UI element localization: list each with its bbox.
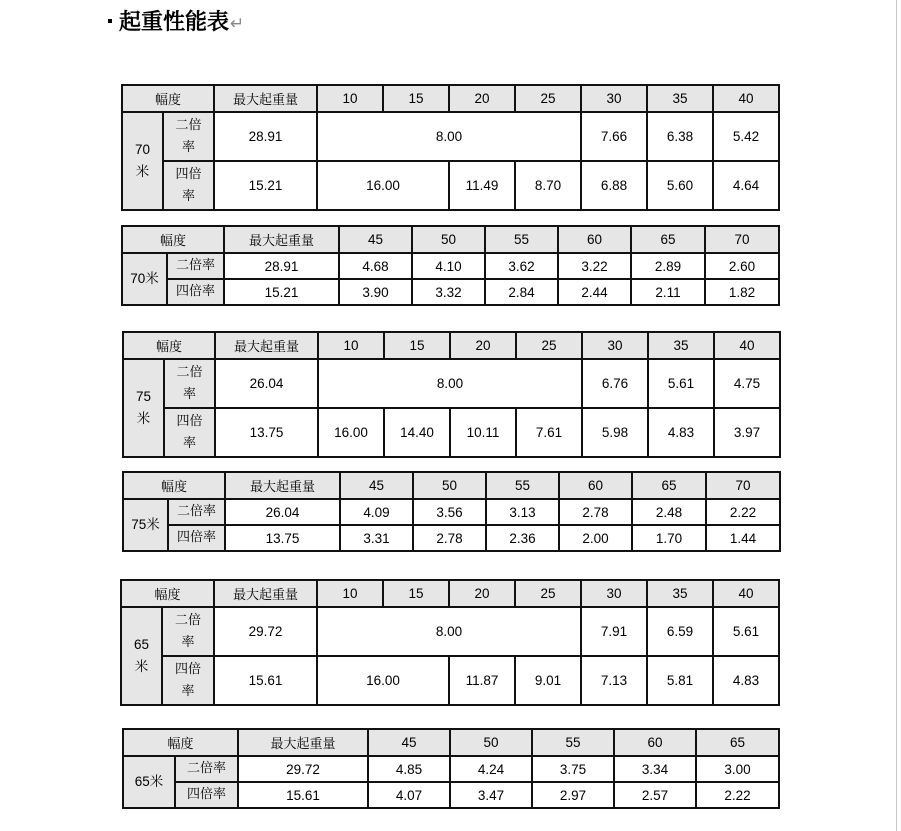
max-load-header: 最大起重量 bbox=[214, 580, 317, 607]
distance-header: 50 bbox=[413, 472, 486, 499]
load-value: 10.11 bbox=[450, 408, 516, 457]
quad-max-load: 15.61 bbox=[214, 656, 317, 705]
distance-header: 60 bbox=[558, 226, 631, 253]
load-value: 2.11 bbox=[631, 279, 705, 305]
load-value: 7.13 bbox=[581, 656, 647, 705]
load-value: 7.91 bbox=[581, 607, 647, 656]
double-max-load: 28.91 bbox=[224, 253, 339, 279]
amplitude-header: 幅度 bbox=[123, 472, 225, 499]
boom-length-number: 65 bbox=[133, 637, 150, 652]
load-value: 3.62 bbox=[485, 253, 558, 279]
load-value: 5.81 bbox=[647, 656, 713, 705]
double-rate-label bbox=[163, 112, 214, 161]
distance-header: 55 bbox=[485, 226, 558, 253]
load-value: 5.61 bbox=[648, 359, 714, 408]
load-value: 6.38 bbox=[647, 112, 713, 161]
quad-max-load: 15.21 bbox=[214, 161, 317, 210]
load-value: 11.87 bbox=[449, 656, 515, 705]
distance-header: 50 bbox=[412, 226, 485, 253]
load-value: 4.75 bbox=[714, 359, 780, 408]
quad-rate-label-line1: 四倍 bbox=[175, 166, 202, 182]
double-max-load: 26.04 bbox=[225, 499, 340, 525]
boom-length-unit: 米 bbox=[136, 411, 151, 426]
load-value: 5.98 bbox=[582, 408, 648, 457]
double-rate-label-line2: 率 bbox=[183, 386, 197, 402]
distance-header: 45 bbox=[368, 729, 450, 756]
load-value: 2.00 bbox=[559, 525, 632, 551]
double-rate-label bbox=[162, 607, 214, 656]
load-value: 16.00 bbox=[318, 408, 384, 457]
bullet-icon bbox=[108, 19, 112, 23]
max-load-header: 最大起重量 bbox=[224, 226, 339, 253]
double-rate-label bbox=[164, 359, 215, 408]
max-load-header: 最大起重量 bbox=[238, 729, 368, 756]
amplitude-header: 幅度 bbox=[121, 580, 214, 607]
quad-rate-label bbox=[164, 408, 215, 457]
double-rate-label-line2: 率 bbox=[181, 634, 195, 650]
distance-header: 55 bbox=[532, 729, 614, 756]
load-value: 8.70 bbox=[515, 161, 581, 210]
load-value: 3.90 bbox=[339, 279, 412, 305]
distance-header: 20 bbox=[449, 580, 515, 607]
boom-length-cell: 75米 bbox=[123, 499, 168, 551]
load-value: 3.13 bbox=[486, 499, 559, 525]
max-load-header: 最大起重量 bbox=[215, 332, 318, 359]
distance-header: 45 bbox=[340, 472, 413, 499]
double-rate-label-line1: 二倍 bbox=[176, 364, 203, 380]
quad-merged-value: 16.00 bbox=[317, 656, 449, 705]
distance-header: 55 bbox=[486, 472, 559, 499]
load-value: 2.48 bbox=[632, 499, 706, 525]
load-value: 1.82 bbox=[705, 279, 779, 305]
distance-header: 65 bbox=[696, 729, 779, 756]
load-value: 2.97 bbox=[532, 782, 614, 808]
quad-max-load: 13.75 bbox=[225, 525, 340, 551]
title-text: 起重性能表 bbox=[119, 9, 230, 34]
load-value: 2.60 bbox=[705, 253, 779, 279]
distance-header: 60 bbox=[559, 472, 632, 499]
load-value: 3.47 bbox=[450, 782, 532, 808]
quad-max-load: 13.75 bbox=[215, 408, 318, 457]
load-value: 2.84 bbox=[485, 279, 558, 305]
load-table-75m-short-range bbox=[122, 331, 781, 458]
load-value: 3.31 bbox=[340, 525, 413, 551]
load-value: 4.83 bbox=[713, 656, 779, 705]
distance-header: 15 bbox=[383, 85, 449, 112]
quad-rate-label bbox=[162, 656, 214, 705]
distance-header: 65 bbox=[631, 226, 705, 253]
load-value: 3.75 bbox=[532, 756, 614, 782]
double-rate-label: 二倍率 bbox=[175, 756, 238, 782]
load-value: 3.97 bbox=[714, 408, 780, 457]
boom-length-number: 75 bbox=[135, 389, 152, 404]
amplitude-header: 幅度 bbox=[123, 729, 238, 756]
boom-length-number: 70 bbox=[134, 142, 151, 157]
double-merged-value: 8.00 bbox=[318, 359, 582, 408]
load-value: 6.88 bbox=[581, 161, 647, 210]
quad-max-load: 15.21 bbox=[224, 279, 339, 305]
quad-rate-label-line2: 率 bbox=[183, 435, 197, 451]
load-value: 6.76 bbox=[582, 359, 648, 408]
distance-header: 35 bbox=[647, 580, 713, 607]
load-value: 2.78 bbox=[413, 525, 486, 551]
quad-max-load: 15.61 bbox=[238, 782, 368, 808]
load-value: 4.83 bbox=[648, 408, 714, 457]
quad-rate-label: 四倍率 bbox=[168, 525, 225, 551]
load-table-70m-short-range bbox=[121, 84, 780, 211]
boom-length-cell: 70米 bbox=[122, 253, 167, 305]
load-value: 2.57 bbox=[614, 782, 696, 808]
distance-header: 70 bbox=[705, 226, 779, 253]
double-max-load: 29.72 bbox=[214, 607, 317, 656]
boom-length-unit: 米 bbox=[135, 164, 150, 179]
distance-header: 45 bbox=[339, 226, 412, 253]
load-value: 4.07 bbox=[368, 782, 450, 808]
load-value: 6.59 bbox=[647, 607, 713, 656]
load-value: 2.78 bbox=[559, 499, 632, 525]
amplitude-header: 幅度 bbox=[122, 226, 224, 253]
load-value: 4.85 bbox=[368, 756, 450, 782]
max-load-header: 最大起重量 bbox=[225, 472, 340, 499]
load-value: 4.24 bbox=[450, 756, 532, 782]
distance-header: 25 bbox=[515, 580, 581, 607]
load-table-65m-long-range bbox=[122, 728, 780, 809]
quad-rate-label-line1: 四倍 bbox=[175, 661, 202, 677]
double-merged-value: 8.00 bbox=[317, 607, 581, 656]
load-value: 3.34 bbox=[614, 756, 696, 782]
load-value: 14.40 bbox=[384, 408, 450, 457]
double-rate-label: 二倍率 bbox=[167, 253, 224, 279]
amplitude-header: 幅度 bbox=[122, 85, 214, 112]
distance-header: 15 bbox=[384, 332, 450, 359]
load-value: 7.61 bbox=[516, 408, 582, 457]
distance-header: 65 bbox=[632, 472, 706, 499]
distance-header: 60 bbox=[614, 729, 696, 756]
quad-rate-label bbox=[163, 161, 214, 210]
double-rate-label: 二倍率 bbox=[168, 499, 225, 525]
load-value: 7.66 bbox=[581, 112, 647, 161]
distance-header: 30 bbox=[581, 85, 647, 112]
load-value: 2.22 bbox=[696, 782, 779, 808]
load-value: 3.22 bbox=[558, 253, 631, 279]
double-rate-label-line1: 二倍 bbox=[175, 612, 202, 628]
double-merged-value: 8.00 bbox=[317, 112, 581, 161]
load-table-65m-short-range bbox=[120, 579, 780, 706]
boom-length-cell: 65米 bbox=[123, 756, 175, 808]
distance-header: 50 bbox=[450, 729, 532, 756]
distance-header: 25 bbox=[515, 85, 581, 112]
load-value: 11.49 bbox=[449, 161, 515, 210]
load-value: 3.00 bbox=[696, 756, 779, 782]
amplitude-header: 幅度 bbox=[123, 332, 215, 359]
boom-length-cell bbox=[122, 112, 163, 210]
max-load-header: 最大起重量 bbox=[214, 85, 317, 112]
distance-header: 10 bbox=[317, 580, 383, 607]
load-value: 4.10 bbox=[412, 253, 485, 279]
load-value: 4.68 bbox=[339, 253, 412, 279]
load-value: 4.64 bbox=[713, 161, 779, 210]
load-value: 5.60 bbox=[647, 161, 713, 210]
load-value: 4.09 bbox=[340, 499, 413, 525]
load-value: 2.22 bbox=[706, 499, 780, 525]
distance-header: 40 bbox=[713, 580, 779, 607]
distance-header: 10 bbox=[318, 332, 384, 359]
distance-header: 20 bbox=[450, 332, 516, 359]
load-value: 2.89 bbox=[631, 253, 705, 279]
distance-header: 10 bbox=[317, 85, 383, 112]
load-value: 5.61 bbox=[713, 607, 779, 656]
double-rate-label-line1: 二倍 bbox=[175, 117, 202, 133]
load-value: 1.44 bbox=[706, 525, 780, 551]
boom-length-cell bbox=[121, 607, 162, 705]
quad-rate-label-line2: 率 bbox=[182, 188, 196, 204]
quad-merged-value: 16.00 bbox=[317, 161, 449, 210]
distance-header: 70 bbox=[706, 472, 780, 499]
double-max-load: 28.91 bbox=[214, 112, 317, 161]
distance-header: 20 bbox=[449, 85, 515, 112]
distance-header: 30 bbox=[582, 332, 648, 359]
double-max-load: 26.04 bbox=[215, 359, 318, 408]
distance-header: 30 bbox=[581, 580, 647, 607]
load-table-75m-long-range bbox=[122, 471, 781, 552]
distance-header: 35 bbox=[647, 85, 713, 112]
load-value: 2.44 bbox=[558, 279, 631, 305]
load-value: 2.36 bbox=[486, 525, 559, 551]
load-value: 3.56 bbox=[413, 499, 486, 525]
quad-rate-label-line1: 四倍 bbox=[176, 413, 203, 429]
distance-header: 15 bbox=[383, 580, 449, 607]
load-value: 1.70 bbox=[632, 525, 706, 551]
double-rate-label-line2: 率 bbox=[182, 139, 196, 155]
boom-length-cell bbox=[123, 359, 164, 457]
double-max-load: 29.72 bbox=[238, 756, 368, 782]
load-table-70m-long-range bbox=[121, 225, 780, 306]
distance-header: 35 bbox=[648, 332, 714, 359]
distance-header: 25 bbox=[516, 332, 582, 359]
quad-rate-label-line2: 率 bbox=[181, 683, 195, 699]
load-value: 3.32 bbox=[412, 279, 485, 305]
quad-rate-label: 四倍率 bbox=[175, 782, 238, 808]
quad-rate-label: 四倍率 bbox=[167, 279, 224, 305]
paragraph-mark-icon: ↵ bbox=[230, 14, 245, 33]
page-edge bbox=[896, 0, 897, 831]
distance-header: 40 bbox=[714, 332, 780, 359]
load-value: 5.42 bbox=[713, 112, 779, 161]
distance-header: 40 bbox=[713, 85, 779, 112]
load-value: 9.01 bbox=[515, 656, 581, 705]
page-title bbox=[108, 7, 244, 39]
boom-length-unit: 米 bbox=[134, 659, 149, 674]
